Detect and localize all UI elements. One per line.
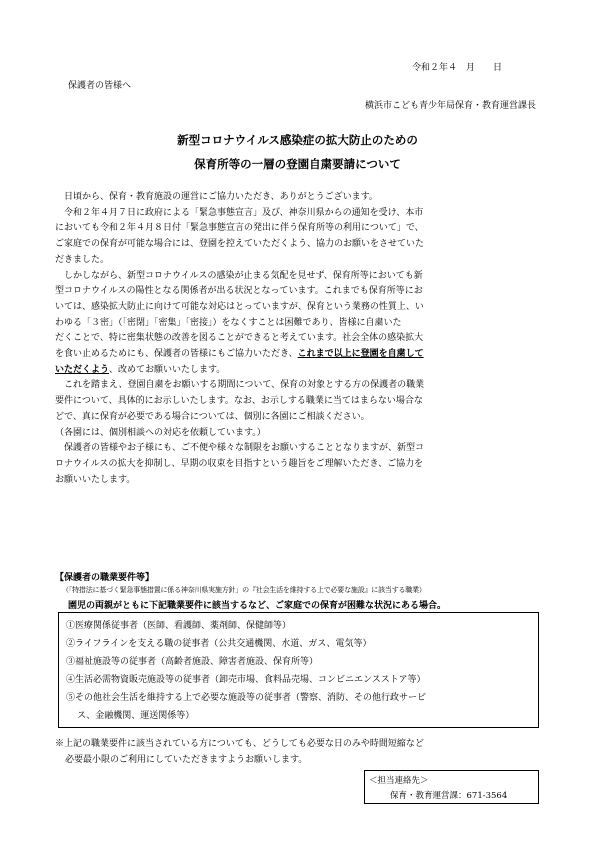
body-line-part: 、改めてお願いいたします。 — [109, 364, 226, 375]
body-line: 型コロナウイルスの陽性となる関係者が出る状況となっています。これまでも保育所等にお — [55, 286, 423, 297]
requirement-item: ⑤その他社会生活を維持する上で必要な施設等の従事者（警察、消防、その他行政サービ — [66, 693, 427, 703]
requirement-item: ③福祉施設等の従事者（高齢者施設、障害者施設、保育所等） — [66, 657, 319, 667]
addressee: 保護者の皆様へ — [68, 81, 132, 91]
requirement-item: ④生活必需物資販売施設等の従事者（卸売市場、食料品売場、コンビニエンスストア等） — [66, 675, 426, 685]
body-line: だくことで、特に密集状態の改善を図ることができると考えています。社会全体の感染拡大 — [55, 333, 424, 344]
body-line-part: を食い止めるためにも、保護者の皆様にもご協力いただき、 — [55, 349, 298, 360]
requirement-item: ス、金融機関、運送関係等） — [77, 711, 195, 721]
body-line: ロナウイルスの拡大を抑制し、早期の収束を目指すという趣旨をご理解いただき、ご協力を — [55, 458, 424, 469]
body-line: 保護者の皆様やお子様にも、ご不便や様々な制限をお願いすることとなりますが、新型コ — [64, 443, 425, 454]
footnote-line: 必要最小限のご利用にしていただきますようお願いします。 — [65, 754, 308, 765]
requirements-heading: 【保護者の職業要件等】 — [55, 573, 155, 583]
footnote-line: ※上記の職業要件に該当されている方についても、どうしても必要な日のみや時間短縮など — [55, 739, 424, 749]
body-line: どで、真に保育が必要である場合については、個別に各園にご相談ください。 — [55, 411, 370, 422]
footnote — [55, 737, 424, 768]
contact-label: ＜担当連絡先＞ — [369, 776, 429, 786]
body-line: わゆる「３密」（「密閉」「密集」「密接」）をなくすことは困難であり、皆様に自粛いた — [55, 317, 402, 328]
requirements-lead: 園児の両親がともに下記職業要件に該当するなど、ご家庭での保育が困難な状況にある場合。 — [68, 601, 447, 611]
emphasis-text: いただくよう — [55, 364, 110, 375]
contact-box — [364, 770, 539, 804]
document-title-line-2: 保育所等の一層の登園自粛要請について — [194, 157, 401, 171]
body-line: ご家庭での保育が可能な場合には、登園を控えていただくよう、協力のお願いをさせていた — [55, 239, 425, 250]
contact-value: 保育・教育運営課：671-3564 — [390, 791, 508, 801]
requirement-item: ①医療関係従事者（医師、看護師、薬剤師、保健師等） — [66, 621, 292, 631]
requirement-item: ②ライフラインを支える職の従事者（公共交通機関、水道、ガス、電気等） — [66, 639, 372, 649]
body-line: これを踏まえ、登園自粛をお願いする期間について、保育の対象とする方の保護者の職業 — [64, 380, 425, 391]
body-line: しかしながら、新型コロナウイルスの感染が止まる気配を見せず、保育所等においても新 — [64, 270, 423, 281]
body-line: 令和２年４月７日に政府による「緊急事態宣言」及び、神奈川県からの通知を受け、本市 — [64, 207, 424, 218]
requirements-box — [58, 612, 539, 728]
body-line: （各園には、個別相談への対応を依頼しています。） — [55, 427, 266, 438]
body-line: いては、感染拡大防止に向けて可能な対応はとっていますが、保育という業務の性質上、い — [55, 301, 424, 312]
body-line: においても令和２年４月８日付「緊急事態宣言の発出に伴う保育所等の利用について」で、 — [55, 223, 424, 234]
sender: 横浜市こども青少年局保育・教育運営課長 — [364, 101, 536, 111]
body-line: お願いいたします。 — [55, 474, 136, 485]
body-line: 要件について、具体的にお示しいたします。なお、お示しする職業に当てはまらない場合な — [55, 396, 423, 407]
document-title-line-1: 新型コロナウイルス感染症の拡大防止のための — [177, 133, 418, 147]
body-line: 日頃から、保育・教育施設の運営にご協力いただき、ありがとうございます。 — [64, 192, 378, 202]
requirements-note: （「特措法に基づく緊急事態措置に係る神奈川県実施方針」の『社会生活を維持する上で必要な施設』に該当する職業） — [62, 586, 426, 594]
body-line — [55, 363, 540, 379]
body-line: だきました。 — [55, 254, 110, 265]
document-date: 令和２年４ 月 日 — [412, 63, 503, 73]
body-line — [55, 347, 540, 363]
body-text — [55, 190, 540, 488]
emphasis-text: これまで以上に登園を自粛して — [297, 349, 424, 360]
